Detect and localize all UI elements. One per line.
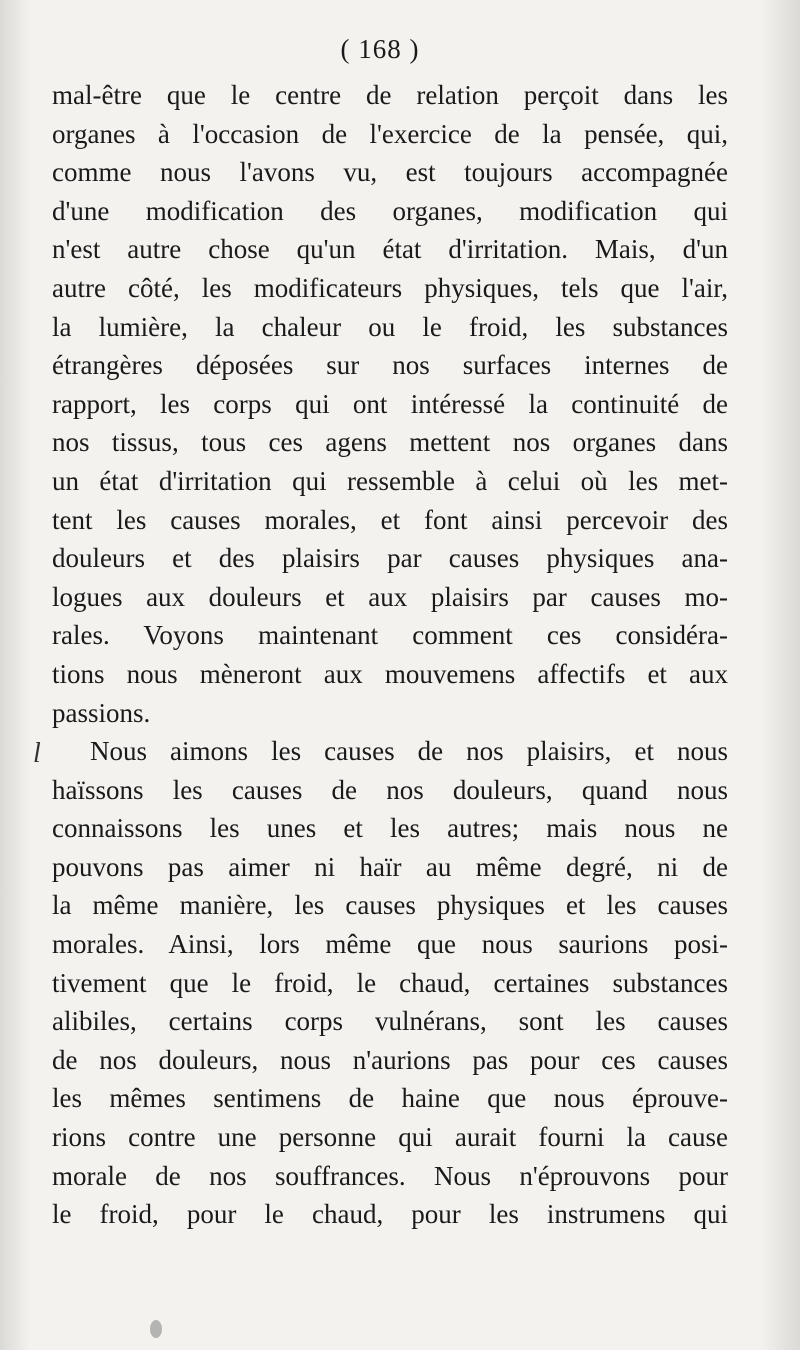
text-line: morales. Ainsi, lors même que nous saurions posi- — [52, 929, 728, 960]
ink-blot — [150, 1320, 162, 1338]
text-line: rapport, les corps qui ont intéressé la continuité de — [52, 388, 728, 419]
body-text — [52, 76, 728, 1234]
text-line: tent les causes morales, et font ainsi percevoir des — [52, 504, 728, 535]
text-line: autre côté, les modificateurs physiques, tels que l'air, — [52, 272, 728, 303]
text-line: d'une modification des organes, modification qui — [52, 195, 728, 226]
text-line: tions nous mèneront aux mouvemens affectifs et aux — [52, 658, 728, 689]
text-line: comme nous l'avons vu, est toujours accompagnée — [52, 157, 728, 188]
text-line: morale de nos souffrances. Nous n'éprouvons pour — [52, 1160, 728, 1191]
text-line: un état d'irritation qui ressemble à celui où les met- — [52, 465, 728, 496]
text-line: la même manière, les causes physiques et les causes — [52, 890, 728, 921]
text-line: pouvons pas aimer ni haïr au même degré, ni de — [52, 851, 728, 882]
text-line: rales. Voyons maintenant comment ces considéra- — [52, 620, 728, 651]
text-line: logues aux douleurs et aux plaisirs par causes mo- — [52, 581, 728, 612]
text-line: douleurs et des plaisirs par causes physiques ana- — [52, 543, 728, 574]
text-line: les mêmes sentimens de haine que nous éprouve- — [52, 1083, 728, 1114]
text-line: haïssons les causes de nos douleurs, quand nous — [52, 774, 728, 805]
text-line: alibiles, certains corps vulnérans, sont les causes — [52, 1006, 728, 1037]
page-number: ( 168 ) — [340, 34, 420, 64]
text-line: la lumière, la chaleur ou le froid, les substances — [52, 311, 728, 342]
text-line: le froid, pour le chaud, pour les instrumens qui — [52, 1199, 728, 1230]
text-line: tivement que le froid, le chaud, certaines substances — [52, 967, 728, 998]
text-line: Nous aimons les causes de nos plaisirs, et nous — [90, 736, 728, 767]
text-line: connaissons les unes et les autres; mais nous ne — [52, 813, 728, 844]
text-line: n'est autre chose qu'un état d'irritation. Mais, d'un — [52, 234, 728, 265]
margin-mark: l — [33, 738, 41, 769]
text-line: passions. — [52, 697, 151, 728]
text-line: de nos douleurs, nous n'aurions pas pour ces causes — [52, 1044, 728, 1075]
text-line: mal-être que le centre de relation perçoit dans les — [52, 80, 728, 110]
text-line: rions contre une personne qui aurait fourni la cause — [52, 1122, 728, 1153]
text-line: nos tissus, tous ces agens mettent nos organes dans — [52, 427, 728, 458]
text-line: organes à l'occasion de l'exercice de la pensée, qui, — [52, 118, 728, 149]
text-line: étrangères déposées sur nos surfaces internes de — [52, 350, 728, 381]
